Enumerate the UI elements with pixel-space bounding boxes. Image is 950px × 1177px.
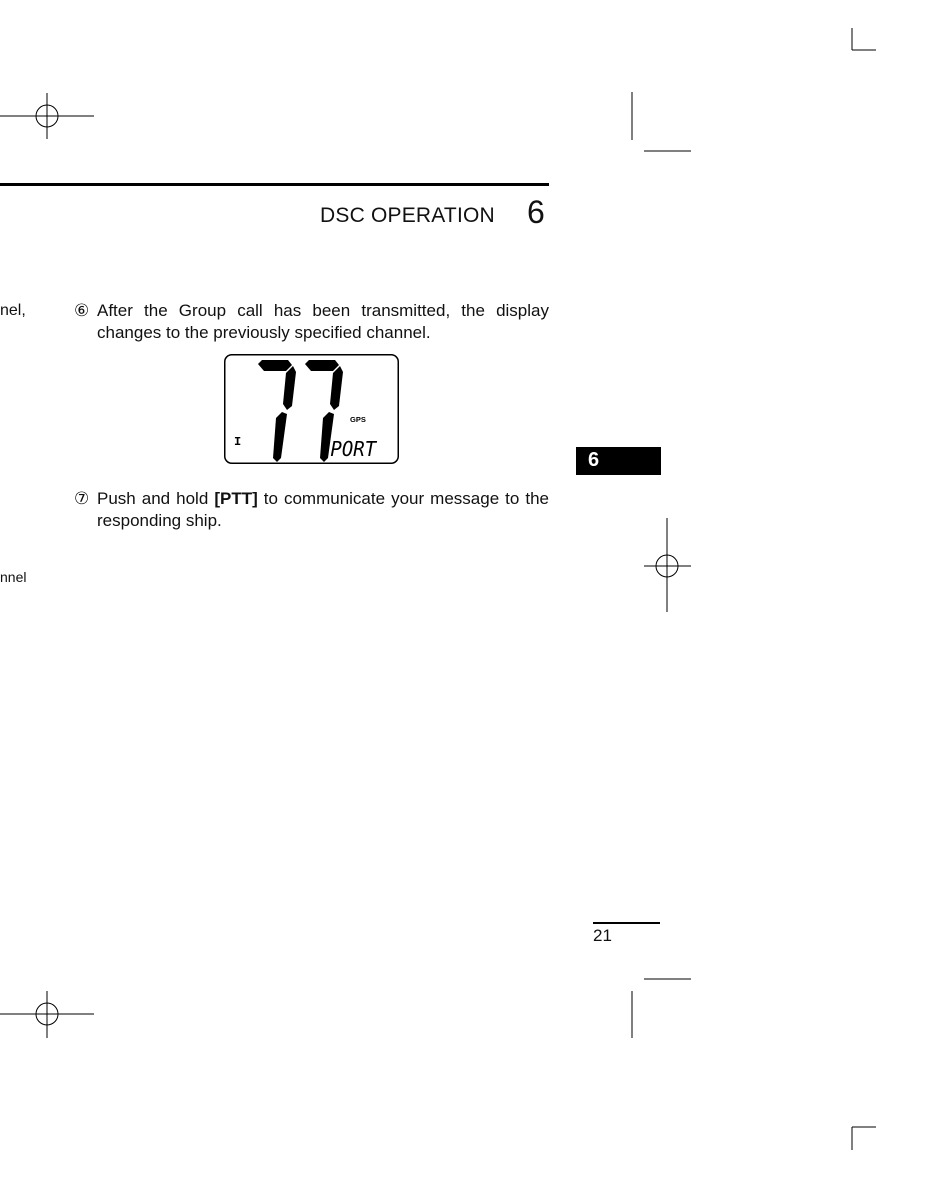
step-6 xyxy=(74,300,549,344)
step-text-part: to communicate your message to the responding ship. xyxy=(97,489,549,530)
lcd-display-illustration xyxy=(224,354,399,464)
section-title: DSC OPERATION xyxy=(320,204,495,227)
left-column-fragment: nel, xyxy=(0,302,26,319)
ptt-key-label: [PTT] xyxy=(214,489,258,508)
chapter-side-tab-number: 6 xyxy=(588,449,600,471)
chapter-side-tab xyxy=(576,447,661,475)
page-number-rule xyxy=(593,922,660,924)
header-rule xyxy=(0,183,549,186)
left-column-fragment: nnel xyxy=(0,569,27,585)
chapter-number: 6 xyxy=(527,194,545,230)
page-number: 21 xyxy=(593,926,612,945)
step-text-part: Push and hold xyxy=(97,489,215,508)
lcd-port-label: PORT xyxy=(330,437,377,462)
step-7 xyxy=(74,488,549,532)
lcd-gps-indicator: GPS xyxy=(350,415,366,424)
lcd-indicator-left: I xyxy=(234,435,242,449)
step-number: ⑦ xyxy=(74,489,90,508)
step-number: ⑥ xyxy=(74,301,90,320)
step-text xyxy=(97,488,549,532)
step-text: After the Group call has been transmitted, the display changes to the previously specified channel. xyxy=(97,301,549,342)
